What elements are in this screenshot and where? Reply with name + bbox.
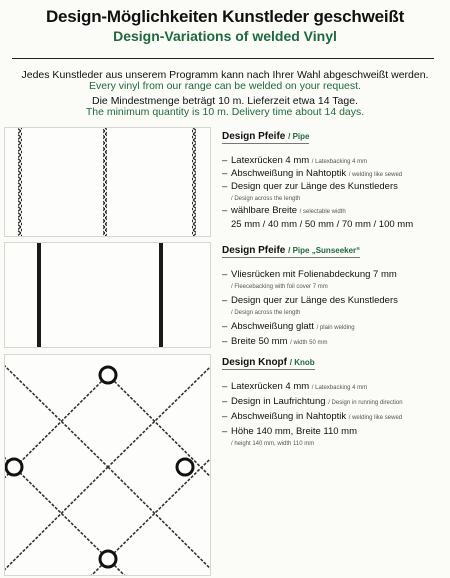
list-item: – Abschweißung in Nahtoptik / welding like sewed (222, 411, 403, 422)
sunseeker-swatch-image (5, 243, 210, 347)
knob-3 (177, 459, 193, 475)
swatch-pipe (4, 127, 211, 237)
swatch-sunseeker (4, 242, 211, 348)
list-item: – Design in Laufrichtung / Design in running direction (222, 396, 403, 407)
section-pipe (222, 126, 446, 230)
swatch-knob (4, 354, 211, 576)
list-item: – Abschweißung in Nahtoptik / welding like sewed (222, 168, 403, 179)
pipe-seam-2 (103, 128, 107, 236)
list-item: – Vliesrücken mit Folienabdeckung 7 mm (222, 269, 397, 280)
intro-line1-en: Every vinyl from our range can be welded on your request. (89, 80, 361, 92)
list-item: – wählbare Breite / selectable width (222, 205, 346, 216)
intro-line1-de: Jedes Kunstleder aus unserem Programm kann nach Ihrer Wahl abgeschweißt werden. (21, 69, 429, 81)
section-sunseeker-title: Design Pfeife / Pipe „Sunseeker“ (222, 245, 361, 256)
sunseeker-seam-1 (37, 243, 41, 347)
knob-2 (6, 459, 22, 475)
list-item-note: / height 140 mm, width 110 mm (231, 441, 315, 447)
page-title: Design-Möglichkeiten Kunstleder geschweißt (45, 7, 405, 26)
page-subtitle: Design-Variations of welded Vinyl (113, 28, 337, 44)
list-item: – Design quer zur Länge des Kunstleders (222, 295, 398, 306)
knob-4 (100, 551, 116, 567)
list-item-note: / Fleecebacking with foil cover 7 mm (231, 284, 328, 290)
list-item-note: / Design across the length (231, 196, 301, 202)
section-knob-title: Design Knopf / Knob (222, 357, 315, 368)
list-item: – Breite 50 mm / width 50 mm (222, 336, 328, 347)
list-item: – Design quer zur Länge des Kunstleders (222, 181, 398, 192)
sunseeker-seam-2 (159, 243, 163, 347)
knob-1 (100, 367, 116, 383)
list-item: – Latexrücken 4 mm / Latexbacking 4 mm (222, 381, 368, 392)
knob-swatch-image (5, 355, 210, 575)
section-knob (222, 352, 446, 450)
section-sunseeker (222, 240, 446, 349)
pipe-swatch-image (5, 128, 210, 236)
list-item: – Latexrücken 4 mm / Latexbacking 4 mm (222, 155, 368, 166)
intro-line2-de: Die Mindestmenge beträgt 10 m. Lieferzeit etwa 14 Tage. (92, 95, 358, 107)
list-item: – Abschweißung glatt / plain welding (222, 321, 355, 332)
list-item-note: / Design across the length (231, 310, 301, 316)
list-item: – Höhe 140 mm, Breite 110 mm (222, 426, 358, 437)
section-pipe-title: Design Pfeife / Pipe (222, 131, 310, 142)
pipe-seam-1 (18, 128, 22, 236)
pipe-seam-3 (192, 128, 196, 236)
header-divider (12, 58, 434, 59)
list-item: 25 mm / 40 mm / 50 mm / 70 mm / 100 mm (231, 219, 414, 230)
intro-line2-en: The minimum quantity is 10 m. Delivery time about 14 days. (85, 106, 365, 118)
